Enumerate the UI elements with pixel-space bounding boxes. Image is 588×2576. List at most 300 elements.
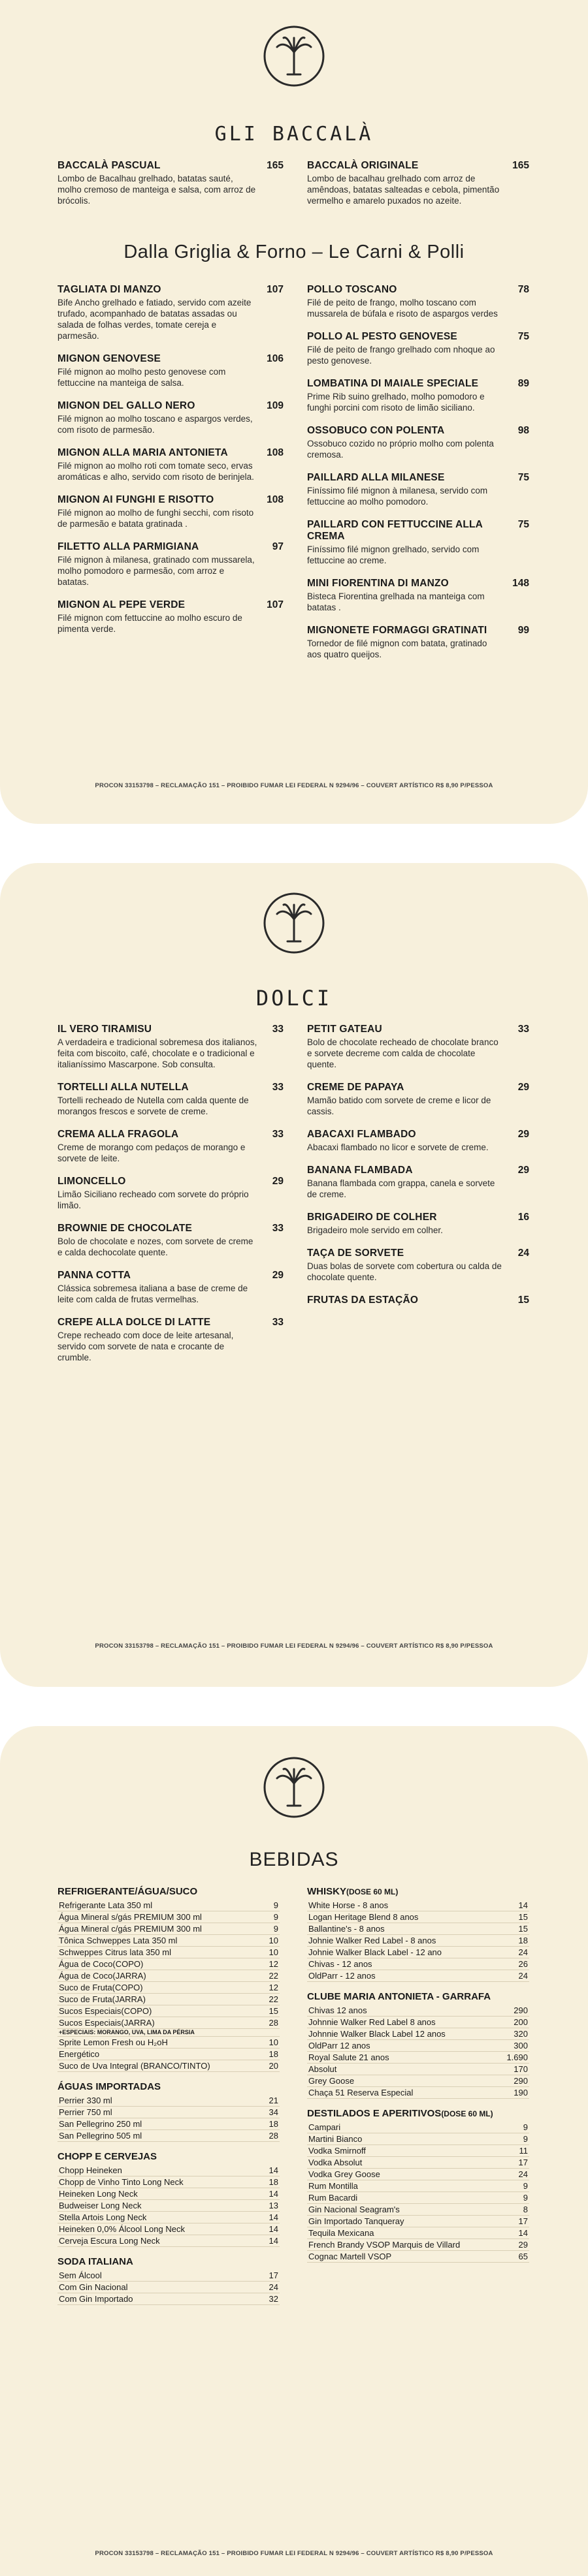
drink-row — [307, 2064, 529, 2075]
menu-item — [57, 1270, 284, 1305]
menu-item-description: A verdadeira e tradicional sobremesa dos italianos, feita com biscoito, café, chocolate e o tradicional e italianíssimo Mascarpone. Sob consulta. — [57, 1037, 257, 1069]
drink-name: Stella Artois Long Neck — [59, 2212, 147, 2222]
drink-row — [57, 2017, 280, 2029]
menu-item-price: 75 — [517, 472, 529, 483]
drink-row — [57, 1900, 280, 1911]
menu-item-price: 33 — [272, 1129, 284, 1140]
drink-name: Sprite Lemon Fresh ou H₂oH — [59, 2037, 168, 2047]
drink-row — [307, 2075, 529, 2087]
drink-name: Rum Bacardi — [308, 2193, 358, 2203]
menu-item-price: 33 — [272, 1024, 284, 1035]
menu-item-price: 89 — [517, 378, 529, 389]
drink-row — [57, 2188, 280, 2200]
drink-row — [307, 2204, 529, 2216]
drink-row — [57, 1958, 280, 1970]
section-title-carni: Dalla Griglia & Forno – Le Carni & Polli — [123, 242, 465, 262]
menu-item-price: 78 — [517, 284, 529, 295]
drink-row — [57, 2282, 280, 2293]
menu-item-description: Prime Rib suino grelhado, molho pomodoro e funghi porcini com risoto de limão siciliano. — [307, 392, 485, 413]
menu-page-dolci — [0, 863, 588, 1687]
drink-price: 9 — [523, 2122, 528, 2132]
drink-name: Chopp Heineken — [59, 2165, 122, 2175]
menu-item-name: POLLO TOSCANO — [307, 284, 397, 295]
bebidas-left-column — [57, 1886, 280, 2314]
drink-name: San Pellegrino 505 ml — [59, 2131, 142, 2141]
menu-item-name: PAILLARD ALLA MILANESE — [307, 472, 445, 483]
menu-item-name: PANNA COTTA — [57, 1270, 131, 1281]
menu-item — [57, 1317, 284, 1363]
drink-price: 26 — [518, 1959, 528, 1969]
drink-row — [307, 2180, 529, 2192]
drink-price: 22 — [269, 1971, 278, 1981]
drink-group-title-note: (DOSE 60 ML) — [441, 2109, 493, 2118]
menu-item-name: IL VERO TIRAMISU — [57, 1024, 152, 1035]
drink-price: 15 — [269, 2006, 278, 2016]
menu-item-description: Filé mignon à milanesa, gratinado com mussarela, molho pomodoro e parmesão, com arroz e batatas. — [57, 555, 255, 587]
drink-price: 22 — [269, 1994, 278, 2004]
menu-item — [307, 160, 529, 206]
drink-row — [307, 2122, 529, 2133]
drink-name: Cognac Martell VSOP — [308, 2252, 392, 2261]
drink-name: Água de Coco(JARRA) — [59, 1971, 146, 1981]
menu-item — [307, 1024, 529, 1070]
drink-row — [57, 1994, 280, 2005]
drink-name: Perrier 330 ml — [59, 2096, 112, 2105]
section-title-bebidas: BEBIDAS — [249, 1849, 339, 1870]
menu-item — [57, 1129, 284, 1164]
drink-price: 29 — [518, 2240, 528, 2250]
menu-item-description: Brigadeiro mole servido em colher. — [307, 1225, 443, 1235]
menu-item-header — [57, 284, 284, 296]
drink-price: 10 — [269, 2037, 278, 2047]
drink-price: 14 — [269, 2212, 278, 2222]
menu-item-header — [307, 625, 529, 636]
menu-item-price: 107 — [267, 284, 284, 295]
menu-item-price: 148 — [512, 578, 529, 589]
menu-item-description: Filé mignon ao molho toscano e aspargos verdes, com risoto de parmesão. — [57, 414, 253, 435]
drink-row — [307, 2169, 529, 2180]
drink-price: 14 — [269, 2165, 278, 2175]
drink-price: 34 — [269, 2107, 278, 2117]
drink-group — [57, 2256, 280, 2305]
drink-price: 9 — [273, 1924, 278, 1934]
menu-item-name: FILETTO ALLA PARMIGIANA — [57, 541, 199, 552]
drink-name: Johnnie Walker Red Label 8 anos — [308, 2017, 436, 2027]
menu-item-price: 15 — [517, 1295, 529, 1306]
drink-name: Sucos Especiais(COPO) — [59, 2006, 152, 2016]
menu-item-price: 29 — [272, 1176, 284, 1187]
drink-row — [57, 1911, 280, 1923]
menu-item-description: Tornedor de filé mignon com batata, gratinado aos quatro queijos. — [307, 638, 487, 659]
drink-row — [307, 2239, 529, 2251]
menu-item-header — [57, 353, 284, 365]
menu-item-price: 29 — [517, 1082, 529, 1093]
drink-name: Heineken Long Neck — [59, 2189, 138, 2199]
dolci-right-column — [307, 1024, 529, 1318]
menu-item-price: 75 — [517, 331, 529, 342]
drink-group — [307, 1991, 529, 2099]
drink-name: Sucos Especiais(JARRA) — [59, 2018, 155, 2028]
drink-group-title-text: ÁGUAS IMPORTADAS — [57, 2081, 161, 2092]
drink-name: Gin Importado Tanqueray — [308, 2216, 404, 2226]
menu-item — [307, 1248, 529, 1283]
drink-price: 18 — [269, 2049, 278, 2059]
menu-item-name: PETIT GATEAU — [307, 1024, 382, 1035]
drink-name: OldParr - 12 anos — [308, 1971, 376, 1981]
drink-price: 11 — [519, 2146, 528, 2156]
drink-row — [307, 2145, 529, 2157]
drink-name: Com Gin Nacional — [59, 2282, 128, 2292]
drink-group-title — [307, 1886, 529, 1897]
menu-item-description: Bife Ancho grelhado e fatiado, servido com azeite trufado, acompanhado de batatas assadas ou salada de folhas verdes, tomate cereja e parmesão. — [57, 298, 252, 341]
menu-item-name: BROWNIE DE CHOCOLATE — [57, 1223, 193, 1234]
drink-name: Refrigerante Lata 350 ml — [59, 1900, 153, 1910]
drink-group-title-note: (DOSE 60 ML) — [346, 1887, 399, 1896]
drink-price: 9 — [523, 2134, 528, 2144]
menu-item — [307, 1295, 529, 1306]
menu-item-price: 29 — [272, 1270, 284, 1281]
drink-name: Martini Bianco — [308, 2134, 363, 2144]
menu-item-price: 29 — [517, 1129, 529, 1140]
menu-item — [57, 447, 284, 482]
menu-item-description: Filé de peito de frango grelhado com nhoque ao pesto genovese. — [307, 345, 495, 366]
drink-name: OldParr 12 anos — [308, 2041, 370, 2050]
drink-price: 8 — [523, 2205, 528, 2214]
menu-item — [57, 400, 284, 435]
drink-group — [307, 1886, 529, 1982]
drink-name: Vodka Smirnoff — [308, 2146, 366, 2156]
menu-item — [57, 1223, 284, 1258]
drink-name: Logan Heritage Blend 8 anos — [308, 1912, 419, 1922]
menu-item-header — [307, 1082, 529, 1093]
menu-page-carni — [0, 0, 588, 824]
drink-price: 200 — [514, 2017, 528, 2027]
legal-footer: PROCON 33153798 – RECLAMAÇÃO 151 – PROIBIDO FUMAR LEI FEDERAL N 9294/96 – COUVERT ARTÍSTICO R$ 8,90 P/PESSOA — [95, 782, 493, 789]
drink-price: 10 — [269, 1936, 278, 1945]
drink-name: Grey Goose — [308, 2076, 355, 2086]
drink-name: Rum Montilla — [308, 2181, 358, 2191]
menu-item — [307, 378, 529, 413]
menu-item-header — [307, 1248, 529, 1259]
menu-item-header — [57, 599, 284, 611]
menu-item-price: 75 — [517, 519, 529, 530]
drink-price: 9 — [273, 1900, 278, 1910]
menu-item — [307, 284, 529, 319]
menu-item-header — [57, 447, 284, 459]
drink-group — [307, 2108, 529, 2263]
menu-item-header — [307, 1295, 529, 1306]
menu-item-price: 108 — [267, 447, 284, 458]
menu-item-name: BACCALÀ ORIGINALE — [307, 160, 419, 171]
menu-item-name: BANANA FLAMBADA — [307, 1165, 413, 1176]
menu-item-header — [307, 519, 529, 542]
menu-item-description: Bolo de chocolate e nozes, com sorvete de creme e calda dechocolate quente. — [57, 1236, 253, 1257]
drink-group-title-text: CHOPP E CERVEJAS — [57, 2151, 157, 2162]
menu-item — [307, 472, 529, 507]
menu-page-bebidas — [0, 1726, 588, 2576]
drink-name: Budweiser Long Neck — [59, 2201, 142, 2210]
drink-row — [307, 1900, 529, 1911]
drink-row — [57, 2037, 280, 2049]
drink-row — [307, 2028, 529, 2040]
drink-name: Perrier 750 ml — [59, 2107, 112, 2117]
menu-item — [57, 284, 284, 341]
menu-item-description: Mamão batido com sorvete de creme e licor de cassis. — [307, 1095, 491, 1116]
drink-name: Tônica Schweppes Lata 350 ml — [59, 1936, 178, 1945]
drink-name: Tequila Mexicana — [308, 2228, 374, 2238]
menu-item — [57, 1082, 284, 1117]
drink-price: 20 — [269, 2061, 278, 2071]
drink-row — [307, 2087, 529, 2099]
drink-price: 12 — [269, 1959, 278, 1969]
drink-row — [307, 1923, 529, 1935]
menu-item — [57, 494, 284, 529]
menu-item-description: Filé de peito de frango, molho toscano com mussarela de búfala e risoto de aspargos verdes — [307, 298, 498, 319]
drink-row — [57, 1947, 280, 1958]
drink-price: 14 — [269, 2236, 278, 2246]
drink-price: 28 — [269, 2131, 278, 2141]
drink-price: 32 — [269, 2294, 278, 2304]
menu-item-header — [307, 578, 529, 589]
drink-group — [57, 2151, 280, 2247]
drink-price: 15 — [518, 1912, 528, 1922]
menu-item-header — [307, 331, 529, 343]
drink-row — [307, 2052, 529, 2064]
drink-price: 14 — [518, 1900, 528, 1910]
drink-name: Com Gin Importado — [59, 2294, 133, 2304]
drink-row — [307, 2216, 529, 2227]
menu-item-header — [57, 1176, 284, 1187]
menu-item-header — [57, 1082, 284, 1093]
palm-logo-icon — [261, 890, 327, 956]
drink-group — [57, 2081, 280, 2142]
drink-group-title — [307, 1991, 529, 2002]
section-title-dolci: DOLCI — [255, 986, 333, 1011]
section-title-baccala: GLI BACCALÀ — [214, 123, 374, 146]
menu-item-description: Limão Siciliano recheado com sorvete do próprio limão. — [57, 1189, 249, 1210]
drink-name: French Brandy VSOP Marquis de Villard — [308, 2240, 461, 2250]
menu-item-name: OSSOBUCO CON POLENTA — [307, 425, 445, 436]
drink-name: Johnie Walker Black Label - 12 ano — [308, 1947, 442, 1957]
menu-item-price: 33 — [517, 1024, 529, 1035]
menu-item — [307, 1212, 529, 1236]
drink-group — [57, 1886, 280, 2072]
menu-item-name: PAILLARD CON FETTUCCINE ALLA CREMA — [307, 519, 483, 542]
palm-logo-icon — [261, 24, 327, 89]
dolci-left-column — [57, 1024, 284, 1375]
menu-item — [57, 353, 284, 388]
drink-group-title — [57, 2151, 280, 2162]
menu-item-name: CREPE ALLA DOLCE DI LATTE — [57, 1317, 211, 1328]
drink-price: 9 — [273, 1912, 278, 1922]
menu-item-header — [307, 1212, 529, 1223]
menu-item — [307, 578, 529, 613]
menu-item-header — [307, 160, 529, 172]
drink-price: 14 — [269, 2189, 278, 2199]
menu-item-name: POLLO AL PESTO GENOVESE — [307, 331, 457, 342]
drink-price: 320 — [514, 2029, 528, 2039]
menu-item-name: BRIGADEIRO DE COLHER — [307, 1212, 437, 1223]
drink-name: Suco de Fruta(JARRA) — [59, 1994, 146, 2004]
drink-row — [57, 1923, 280, 1935]
menu-item — [307, 519, 529, 566]
menu-item-description: Finíssimo filé mignon à milanesa, servido com fettuccine ao molho pomodoro. — [307, 486, 488, 507]
menu-item-price: 29 — [517, 1165, 529, 1176]
drink-row — [57, 2095, 280, 2107]
menu-item-price: 109 — [267, 400, 284, 411]
drink-name: Vodka Absolut — [308, 2158, 363, 2167]
menu-item-name: MIGNON GENOVESE — [57, 353, 161, 364]
drink-row — [307, 2157, 529, 2169]
drink-price: 24 — [269, 2282, 278, 2292]
drink-group-title — [57, 2081, 280, 2092]
drink-price: 13 — [269, 2201, 278, 2210]
menu-item-description: Bolo de chocolate recheado de chocolate branco e sorvete decreme com calda de chocolate quente. — [307, 1037, 498, 1069]
drink-name: Cerveja Escura Long Neck — [59, 2236, 160, 2246]
drink-row — [307, 1970, 529, 1982]
menu-item-description: Filé mignon ao molho roti com tomate seco, ervas aromáticas e alho, servido com risoto de berinjela. — [57, 461, 254, 482]
drink-name: Chaça 51 Reserva Especial — [308, 2088, 414, 2097]
legal-footer: PROCON 33153798 – RECLAMAÇÃO 151 – PROIBIDO FUMAR LEI FEDERAL N 9294/96 – COUVERT ARTÍSTICO R$ 8,90 P/PESSOA — [95, 2550, 493, 2557]
drink-price: 28 — [269, 2018, 278, 2028]
menu-item-header — [57, 1129, 284, 1140]
drink-price: 290 — [514, 2076, 528, 2086]
drink-name: White Horse - 8 anos — [308, 1900, 389, 1910]
carni-right-column — [307, 284, 529, 672]
menu-item-price: 97 — [272, 541, 284, 552]
menu-item-header — [307, 378, 529, 390]
menu-item-name: CREME DE PAPAYA — [307, 1082, 404, 1093]
drink-group-title-text: SODA ITALIANA — [57, 2256, 133, 2267]
drink-note: +ESPECIAIS: MORANGO, UVA, LIMA DA PÉRSIA — [57, 2029, 280, 2037]
drink-row — [57, 2049, 280, 2060]
drink-row — [307, 2017, 529, 2028]
drink-row — [57, 2293, 280, 2305]
palm-logo-icon — [261, 1755, 327, 1820]
drink-price: 15 — [518, 1924, 528, 1934]
menu-item — [57, 1176, 284, 1211]
menu-item-price: 165 — [267, 160, 284, 171]
menu-item-description: Duas bolas de sorvete com cobertura ou calda de chocolate quente. — [307, 1261, 502, 1282]
drink-price: 17 — [518, 2216, 528, 2226]
menu-item-price: 33 — [272, 1223, 284, 1234]
menu-item-header — [57, 1223, 284, 1234]
menu-item — [57, 599, 284, 635]
menu-item-price: 98 — [517, 425, 529, 436]
drink-row — [57, 2130, 280, 2142]
menu-item-header — [307, 425, 529, 437]
menu-item-name: MINI FIORENTINA DI MANZO — [307, 578, 449, 589]
menu-item-description: Tortelli recheado de Nutella com calda quente de morangos frescos e sorvete de creme. — [57, 1095, 249, 1116]
drink-price: 290 — [514, 2005, 528, 2015]
menu-item — [307, 1129, 529, 1153]
drink-price: 300 — [514, 2041, 528, 2050]
menu-item-description: Banana flambada com grappa, canela e sorvete de creme. — [307, 1178, 495, 1199]
drink-row — [57, 1982, 280, 1994]
drink-price: 18 — [518, 1936, 528, 1945]
menu-item-name: LOMBATINA DI MAIALE SPECIALE — [307, 378, 479, 389]
drink-row — [307, 2005, 529, 2017]
drink-group-title-text: CLUBE MARIA ANTONIETA - GARRAFA — [307, 1991, 491, 2002]
menu-item-description: Filé mignon ao molho de funghi secchi, com risoto de parmesão e batata gratinada . — [57, 508, 254, 529]
menu-item-header — [57, 1024, 284, 1035]
menu-item-header — [57, 1270, 284, 1281]
drink-row — [307, 2251, 529, 2263]
menu-item-name: BACCALÀ PASCUAL — [57, 160, 161, 171]
menu-item-description: Abacaxi flambado no licor e sorvete de creme. — [307, 1142, 489, 1152]
menu-item-price: 107 — [267, 599, 284, 610]
drink-price: 18 — [269, 2119, 278, 2129]
menu-item-description: Filé mignon ao molho pesto genovese com fettuccine na manteiga de salsa. — [57, 367, 226, 388]
drink-row — [57, 2107, 280, 2118]
menu-item-name: TAGLIATA DI MANZO — [57, 284, 161, 295]
drink-row — [307, 1958, 529, 1970]
menu-item-price: 108 — [267, 494, 284, 505]
menu-item — [307, 1165, 529, 1200]
menu-item-name: TORTELLI ALLA NUTELLA — [57, 1082, 189, 1093]
drink-price: 14 — [518, 2228, 528, 2238]
menu-item-price: 16 — [517, 1212, 529, 1223]
menu-item-header — [57, 1317, 284, 1328]
drink-group-title-text: REFRIGERANTE/ÁGUA/SUCO — [57, 1886, 198, 1897]
drink-row — [57, 2176, 280, 2188]
drink-price: 170 — [514, 2064, 528, 2074]
menu-item-price: 24 — [517, 1248, 529, 1259]
drink-row — [57, 2223, 280, 2235]
menu-item-name: LIMONCELLO — [57, 1176, 126, 1187]
menu-item-description: Bisteca Fiorentina grelhada na manteiga com batatas . — [307, 591, 485, 612]
menu-item-header — [57, 160, 284, 172]
drink-name: Água Mineral s/gás PREMIUM 300 ml — [59, 1912, 202, 1922]
menu-item — [57, 1024, 284, 1070]
drink-row — [307, 1911, 529, 1923]
menu-item-price: 165 — [512, 160, 529, 171]
menu-item-name: TAÇA DE SORVETE — [307, 1248, 404, 1259]
baccala-left-column — [57, 160, 284, 218]
menu-item-header — [307, 1024, 529, 1035]
menu-item-name: CREMA ALLA FRAGOLA — [57, 1129, 179, 1140]
menu-item-header — [57, 494, 284, 506]
drink-name: Suco de Fruta(COPO) — [59, 1983, 143, 1992]
drink-row — [307, 2192, 529, 2204]
drink-price: 18 — [269, 2177, 278, 2187]
menu-item-header — [307, 472, 529, 484]
drink-price: 14 — [269, 2224, 278, 2234]
menu-item-header — [57, 400, 284, 412]
menu-item-header — [307, 1165, 529, 1176]
drink-row — [57, 2060, 280, 2072]
menu-item-name: MIGNON AL PEPE VERDE — [57, 599, 186, 610]
menu-item-name: MIGNONETE FORMAGGI GRATINATI — [307, 625, 487, 636]
drink-name: Gin Nacional Seagram's — [308, 2205, 400, 2214]
drink-group-title — [57, 1886, 280, 1897]
drink-row — [307, 2227, 529, 2239]
menu-item-header — [307, 1129, 529, 1140]
drink-group-title-text: WHISKY — [307, 1886, 346, 1897]
drink-price: 9 — [523, 2181, 528, 2191]
bebidas-right-column — [307, 1886, 529, 2272]
menu-item-name: MIGNON AI FUNGHI E RISOTTO — [57, 494, 214, 505]
drink-name: Johnie Walker Red Label - 8 anos — [308, 1936, 436, 1945]
menu-item-header — [57, 541, 284, 553]
drink-name: Ballantine's - 8 anos — [308, 1924, 385, 1934]
drink-price: 24 — [518, 1971, 528, 1981]
drink-row — [57, 2212, 280, 2223]
drink-row — [307, 2040, 529, 2052]
drink-name: Johnnie Walker Black Label 12 anos — [308, 2029, 446, 2039]
drink-group-title — [57, 2256, 280, 2267]
drink-price: 21 — [269, 2096, 278, 2105]
